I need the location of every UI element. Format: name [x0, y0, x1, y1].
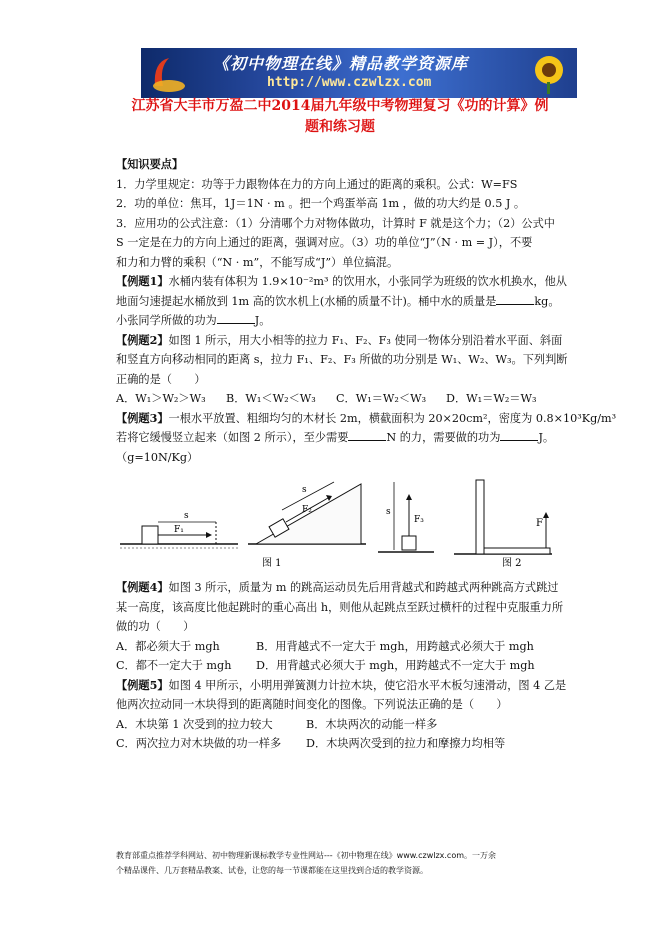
- knowledge-line: 2．功的单位：焦耳，1J＝1N · m 。把一个鸡蛋举高 1m ，做的功大约是 0.5 J 。: [116, 197, 526, 210]
- example-5-line: [116, 676, 567, 696]
- option-c: C．两次拉力对木块做的功一样多: [116, 737, 282, 750]
- example-1-text: 地面匀速提起水桶放到 1m 高的饮水机上(水桶的质量不计)。桶中水的质量是: [116, 294, 497, 308]
- example-3-unit: J。: [538, 431, 555, 444]
- option-a: A．W₁＞W₂＞W₃: [116, 392, 206, 405]
- example-1-text: 小张同学所做的功为: [116, 314, 217, 327]
- answer-blank: [496, 292, 534, 305]
- option-b: B．木块两次的动能一样多: [306, 717, 438, 731]
- knowledge-line: 和力和力臂的乘积（“N · m”，不能写成“J”）单位搞混。: [116, 255, 399, 269]
- example-3-label: 【例题3】: [116, 410, 169, 425]
- example-4-options: [116, 637, 556, 657]
- main-content-2: [116, 578, 567, 754]
- footer-line-2: 个精品课件、几万套精品教案、试卷，让您的每一节课都能在这里找到合适的教学资源。: [116, 866, 428, 875]
- site-logo-icon: [147, 52, 187, 94]
- figure-1-2-drawing: [116, 470, 556, 570]
- fig2-pole: [454, 480, 552, 569]
- sunflower-icon: [525, 52, 571, 94]
- knowledge-heading: 【知识要点】: [116, 157, 184, 171]
- example-3-text: 若将它缓慢竖立起来（如图 2 所示），至少需要: [116, 431, 349, 444]
- example-3-line: （g=10N/Kg）: [116, 450, 199, 464]
- example-1-unit: kg。: [534, 294, 560, 308]
- example-3-line: [116, 428, 556, 448]
- fig1-s-label: s: [302, 485, 307, 495]
- example-5-options: [116, 715, 556, 735]
- main-content: [116, 155, 617, 467]
- example-2-line: [116, 331, 563, 351]
- example-3-text: 一根水平放置、粗细均匀的木材长 2m，横截面积为 20×20cm²，密度为 0.8×10³Kg/m³: [168, 411, 617, 425]
- option-d: D．木块两次受到的拉力和摩擦力均相等: [306, 737, 506, 750]
- example-2-line: 正确的是（ ）: [116, 372, 206, 386]
- option-b: B．用背越式不一定大于 mgh，用跨越式必须大于 mgh: [256, 639, 534, 653]
- example-4-line: 某一高度，该高度比他起跳时的重心高出 h，则他从起跳点至跃过横杆的过程中克服重力所: [116, 600, 564, 614]
- example-4-line: 做的功（ ）: [116, 620, 195, 633]
- option-c: C．都不一定大于 mgh: [116, 659, 232, 672]
- example-2-options: [116, 389, 556, 409]
- example-2-label: 【例题2】: [116, 332, 169, 347]
- example-5-label: 【例题5】: [116, 677, 169, 692]
- example-4-options: [116, 656, 556, 676]
- option-c: C．W₁＝W₂＜W₃: [336, 392, 427, 405]
- example-5-line: 他两次拉动同一木块得到的距离随时间变化的图像。下列说法正确的是（ ）: [116, 698, 508, 711]
- title-line-1: 江苏省大丰市万盈二中2014届九年级中考物理复习《功的计算》例: [131, 98, 549, 114]
- example-1-line: [116, 311, 556, 331]
- figures-area: [116, 470, 556, 570]
- banner-title: 《初中物理在线》精品教学资源库: [213, 54, 469, 73]
- example-5-text: 如图 4 甲所示，小明用弹簧测力计拉木块，使它沿水平木板匀速滑动，图 4 乙是: [168, 678, 567, 692]
- example-4-label: 【例题4】: [116, 580, 169, 594]
- footer-line-1: 教育部重点推荐学科网站、初中物理新课标教学专业性网站---《初中物理在线》www.czwlzx.com。一万余: [116, 851, 497, 860]
- example-1-text: 水桶内装有体积为 1.9×10⁻²m³ 的饮用水，小张同学为班级的饮水机换水，他从: [168, 275, 567, 288]
- example-3-line: [116, 409, 617, 429]
- answer-blank: [348, 428, 386, 441]
- knowledge-line: 3．应用功的公式注意：（1）分清哪个力对物体做功，计算时 F 就是这个力；（2）公式中: [116, 216, 555, 230]
- option-a: A．木块第 1 次受到的拉力较大: [116, 717, 273, 731]
- answer-blank: [500, 428, 538, 441]
- knowledge-line: 1．力学里规定：功等于力跟物体在力的方向上通过的距离的乘积。公式：W=FS: [116, 177, 518, 191]
- knowledge-line: S 一定是在力的方向上通过的距离，强调对应。（3）功的单位“J”（N · m = J），不要: [116, 236, 533, 249]
- page-title: [100, 96, 580, 138]
- example-1-line: [116, 272, 567, 292]
- fig1-s-label: s: [184, 511, 189, 521]
- example-3-text: N 的力，需要做的功为: [386, 431, 501, 444]
- figure-1-label: 图 1: [262, 558, 282, 569]
- example-1-line: [116, 292, 560, 312]
- option-a: A．都必须大于 mgh: [116, 639, 220, 653]
- fig1-horizontal: [120, 511, 238, 548]
- page-footer: [116, 848, 556, 878]
- example-4-line: [116, 578, 559, 598]
- figure-2-label: 图 2: [502, 558, 522, 569]
- fig2-f-label: F: [536, 518, 543, 529]
- example-2-text: 如图 1 所示，用大小相等的拉力 F₁、F₂、F₃ 使同一物体分别沿着水平面、斜面: [168, 333, 563, 347]
- fig1-s-label: s: [386, 507, 391, 517]
- fig1-incline: [248, 482, 366, 544]
- option-d: D．用背越式必须大于 mgh，用跨越式不一定大于 mgh: [256, 659, 535, 672]
- example-2-line: 和竖直方向移动相同的距离 s，拉力 F₁、F₂、F₃ 所做的功分别是 W₁、W₂、W₃。下列判断: [116, 353, 568, 366]
- example-1-label: 【例题1】: [116, 274, 169, 288]
- option-d: D．W₁＝W₂＝W₃: [446, 392, 537, 405]
- header-banner: [141, 48, 577, 98]
- fig1-f3-label: F₃: [414, 515, 424, 525]
- answer-blank: [217, 311, 255, 324]
- title-line-2: 题和练习题: [305, 119, 375, 135]
- example-5-options: [116, 734, 556, 754]
- banner-url: http://www.czwlzx.com: [267, 75, 432, 90]
- example-1-unit: J。: [254, 314, 271, 327]
- option-b: B．W₁＜W₂＜W₃: [226, 392, 316, 405]
- fig1-f1-label: F₁: [174, 525, 184, 535]
- fig1-f2-label: F₂: [302, 505, 312, 515]
- example-4-text: 如图 3 所示，质量为 m 的跳高运动员先后用背越式和跨越式两种跳高方式跳过: [168, 581, 559, 594]
